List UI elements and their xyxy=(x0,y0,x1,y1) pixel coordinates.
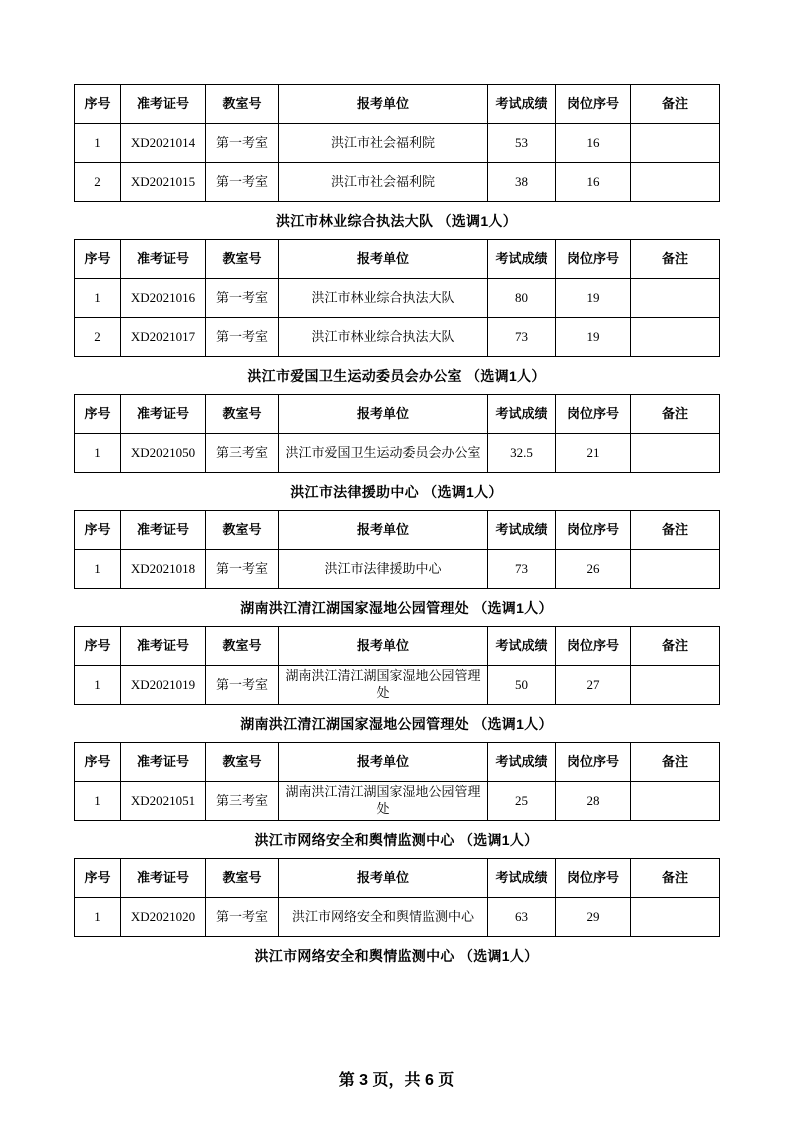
table-header-row xyxy=(75,240,720,279)
cell-room: 第一考室 xyxy=(206,318,279,357)
column-header: 序号 xyxy=(75,395,121,434)
cell-seq: 1 xyxy=(75,782,121,821)
column-header: 准考证号 xyxy=(121,240,206,279)
cell-room: 第一考室 xyxy=(206,279,279,318)
table-sections xyxy=(74,84,719,974)
cell-room: 第一考室 xyxy=(206,163,279,202)
table-header-row xyxy=(75,85,720,124)
cell-room: 第一考室 xyxy=(206,124,279,163)
column-header: 序号 xyxy=(75,627,121,666)
cell-rank: 16 xyxy=(556,124,631,163)
column-header: 岗位序号 xyxy=(556,743,631,782)
cell-seq: 1 xyxy=(75,124,121,163)
table-header-row xyxy=(75,395,720,434)
cell-code: XD2021014 xyxy=(121,124,206,163)
cell-note xyxy=(631,898,720,937)
column-header: 考试成绩 xyxy=(488,240,556,279)
cell-score: 73 xyxy=(488,550,556,589)
column-header: 报考单位 xyxy=(279,395,488,434)
cell-score: 73 xyxy=(488,318,556,357)
cell-score: 53 xyxy=(488,124,556,163)
column-header: 岗位序号 xyxy=(556,85,631,124)
cell-seq: 1 xyxy=(75,279,121,318)
table-row xyxy=(75,279,720,318)
cell-rank: 16 xyxy=(556,163,631,202)
column-header: 备注 xyxy=(631,511,720,550)
section-title: 洪江市网络安全和舆情监测中心 （选调1人） xyxy=(254,832,539,848)
cell-room: 第一考室 xyxy=(206,666,279,705)
column-header: 备注 xyxy=(631,627,720,666)
column-header: 教室号 xyxy=(206,743,279,782)
cell-rank: 27 xyxy=(556,666,631,705)
cell-score: 38 xyxy=(488,163,556,202)
column-header: 备注 xyxy=(631,240,720,279)
column-header: 考试成绩 xyxy=(488,627,556,666)
column-header: 序号 xyxy=(75,85,121,124)
column-header: 考试成绩 xyxy=(488,743,556,782)
cell-code: XD2021019 xyxy=(121,666,206,705)
results-table xyxy=(74,742,720,821)
table-header-row xyxy=(75,859,720,898)
table-row xyxy=(75,124,720,163)
cell-unit: 洪江市网络安全和舆情监测中心 xyxy=(279,898,488,937)
column-header: 报考单位 xyxy=(279,859,488,898)
cell-score: 63 xyxy=(488,898,556,937)
column-header: 准考证号 xyxy=(121,511,206,550)
cell-room: 第一考室 xyxy=(206,550,279,589)
column-header: 报考单位 xyxy=(279,627,488,666)
cell-code: XD2021018 xyxy=(121,550,206,589)
column-header: 序号 xyxy=(75,240,121,279)
cell-code: XD2021016 xyxy=(121,279,206,318)
column-header: 报考单位 xyxy=(279,511,488,550)
column-header: 报考单位 xyxy=(279,85,488,124)
table-row xyxy=(75,666,720,705)
cell-note xyxy=(631,124,720,163)
table-header-row xyxy=(75,511,720,550)
cell-note xyxy=(631,434,720,473)
column-header: 备注 xyxy=(631,859,720,898)
column-header: 备注 xyxy=(631,395,720,434)
results-table xyxy=(74,626,720,705)
cell-code: XD2021017 xyxy=(121,318,206,357)
section-title: 湖南洪江清江湖国家湿地公园管理处 （选调1人） xyxy=(240,716,553,732)
table-row xyxy=(75,898,720,937)
column-header: 准考证号 xyxy=(121,859,206,898)
cell-note xyxy=(631,550,720,589)
section-title: 洪江市爱国卫生运动委员会办公室 （选调1人） xyxy=(247,368,546,384)
cell-seq: 1 xyxy=(75,666,121,705)
table-row xyxy=(75,318,720,357)
column-header: 准考证号 xyxy=(121,627,206,666)
cell-unit: 湖南洪江清江湖国家湿地公园管理处 xyxy=(279,782,488,821)
table-row xyxy=(75,782,720,821)
column-header: 教室号 xyxy=(206,859,279,898)
cell-unit: 洪江市社会福利院 xyxy=(279,163,488,202)
results-table xyxy=(74,858,720,937)
cell-code: XD2021051 xyxy=(121,782,206,821)
column-header: 教室号 xyxy=(206,395,279,434)
results-table xyxy=(74,239,720,357)
column-header: 报考单位 xyxy=(279,743,488,782)
column-header: 考试成绩 xyxy=(488,85,556,124)
cell-note xyxy=(631,666,720,705)
column-header: 序号 xyxy=(75,743,121,782)
cell-score: 50 xyxy=(488,666,556,705)
column-header: 教室号 xyxy=(206,511,279,550)
column-header: 准考证号 xyxy=(121,395,206,434)
section-title: 洪江市网络安全和舆情监测中心 （选调1人） xyxy=(254,948,539,964)
section-title: 湖南洪江清江湖国家湿地公园管理处 （选调1人） xyxy=(240,600,553,616)
section-title: 洪江市法律援助中心 （选调1人） xyxy=(290,484,503,500)
column-header: 岗位序号 xyxy=(556,859,631,898)
cell-code: XD2021015 xyxy=(121,163,206,202)
column-header: 考试成绩 xyxy=(488,395,556,434)
table-header-row xyxy=(75,743,720,782)
cell-note xyxy=(631,318,720,357)
cell-rank: 26 xyxy=(556,550,631,589)
cell-unit: 洪江市法律援助中心 xyxy=(279,550,488,589)
table-row xyxy=(75,550,720,589)
cell-seq: 1 xyxy=(75,550,121,589)
cell-unit: 湖南洪江清江湖国家湿地公园管理处 xyxy=(279,666,488,705)
column-header: 准考证号 xyxy=(121,85,206,124)
cell-score: 32.5 xyxy=(488,434,556,473)
column-header: 教室号 xyxy=(206,240,279,279)
cell-unit: 洪江市林业综合执法大队 xyxy=(279,279,488,318)
column-header: 备注 xyxy=(631,85,720,124)
results-table xyxy=(74,394,720,473)
cell-rank: 29 xyxy=(556,898,631,937)
cell-seq: 2 xyxy=(75,318,121,357)
column-header: 序号 xyxy=(75,511,121,550)
page-footer: 第 3 页，共 6 页 xyxy=(338,1072,455,1089)
cell-seq: 1 xyxy=(75,898,121,937)
cell-note xyxy=(631,782,720,821)
table-header-row xyxy=(75,627,720,666)
cell-unit: 洪江市林业综合执法大队 xyxy=(279,318,488,357)
results-table xyxy=(74,510,720,589)
column-header: 考试成绩 xyxy=(488,859,556,898)
section-title: 洪江市林业综合执法大队 （选调1人） xyxy=(275,213,518,229)
column-header: 报考单位 xyxy=(279,240,488,279)
table-row xyxy=(75,163,720,202)
column-header: 岗位序号 xyxy=(556,240,631,279)
cell-note xyxy=(631,163,720,202)
cell-score: 25 xyxy=(488,782,556,821)
cell-unit: 洪江市爱国卫生运动委员会办公室 xyxy=(279,434,488,473)
column-header: 考试成绩 xyxy=(488,511,556,550)
column-header: 教室号 xyxy=(206,627,279,666)
cell-room: 第一考室 xyxy=(206,898,279,937)
column-header: 准考证号 xyxy=(121,743,206,782)
cell-rank: 21 xyxy=(556,434,631,473)
column-header: 教室号 xyxy=(206,85,279,124)
column-header: 岗位序号 xyxy=(556,395,631,434)
cell-note xyxy=(631,279,720,318)
cell-rank: 19 xyxy=(556,318,631,357)
column-header: 序号 xyxy=(75,859,121,898)
cell-score: 80 xyxy=(488,279,556,318)
table-row xyxy=(75,434,720,473)
cell-seq: 1 xyxy=(75,434,121,473)
cell-room: 第三考室 xyxy=(206,782,279,821)
column-header: 岗位序号 xyxy=(556,627,631,666)
column-header: 备注 xyxy=(631,743,720,782)
cell-unit: 洪江市社会福利院 xyxy=(279,124,488,163)
cell-room: 第三考室 xyxy=(206,434,279,473)
cell-code: XD2021020 xyxy=(121,898,206,937)
cell-code: XD2021050 xyxy=(121,434,206,473)
cell-rank: 28 xyxy=(556,782,631,821)
column-header: 岗位序号 xyxy=(556,511,631,550)
results-table xyxy=(74,84,720,202)
cell-rank: 19 xyxy=(556,279,631,318)
cell-seq: 2 xyxy=(75,163,121,202)
